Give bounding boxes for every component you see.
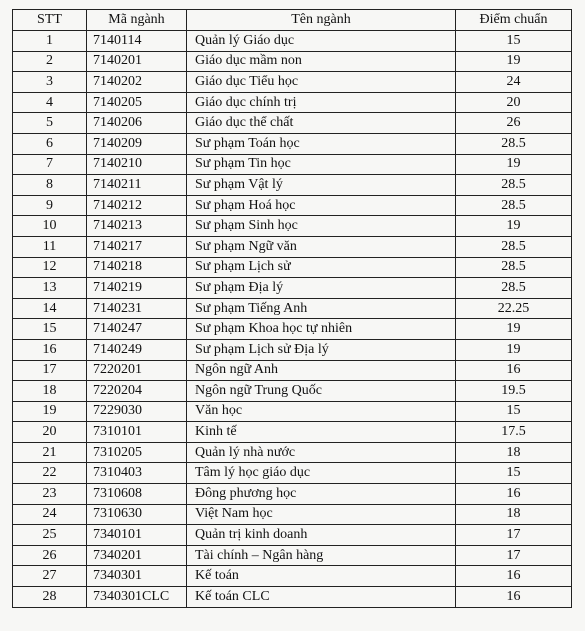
row-stt: 10 [13,216,87,237]
row-major-code: 7310608 [87,484,187,505]
table-row [13,401,572,422]
row-major-name: Sư phạm Vật lý [187,175,456,196]
row-stt: 28 [13,587,87,608]
table-row [13,360,572,381]
row-major-name: Quản lý nhà nước [187,442,456,463]
row-cutoff-score: 28.5 [456,175,572,196]
row-major-name: Văn học [187,401,456,422]
row-cutoff-score: 28.5 [456,236,572,257]
row-major-name: Sư phạm Ngữ văn [187,236,456,257]
row-major-name: Ngôn ngữ Anh [187,360,456,381]
table-row [13,31,572,52]
row-major-name: Sư phạm Lịch sử Địa lý [187,339,456,360]
row-stt: 11 [13,236,87,257]
row-cutoff-score: 16 [456,360,572,381]
table-row [13,278,572,299]
row-major-code: 7140114 [87,31,187,52]
row-major-code: 7229030 [87,401,187,422]
row-major-name: Tài chính – Ngân hàng [187,545,456,566]
table-row [13,113,572,134]
row-major-name: Giáo dục mầm non [187,51,456,72]
table-row [13,51,572,72]
row-cutoff-score: 28.5 [456,133,572,154]
row-major-code: 7140211 [87,175,187,196]
row-stt: 18 [13,381,87,402]
row-major-name: Giáo dục Tiểu học [187,72,456,93]
row-major-code: 7340301 [87,566,187,587]
row-cutoff-score: 26 [456,113,572,134]
row-stt: 9 [13,195,87,216]
row-major-name: Việt Nam học [187,504,456,525]
row-major-name: Đông phương học [187,484,456,505]
row-major-name: Ngôn ngữ Trung Quốc [187,381,456,402]
table-row [13,216,572,237]
table-row [13,236,572,257]
row-major-code: 7340201 [87,545,187,566]
row-stt: 24 [13,504,87,525]
row-major-name: Sư phạm Khoa học tự nhiên [187,319,456,340]
row-major-name: Tâm lý học giáo dục [187,463,456,484]
row-stt: 21 [13,442,87,463]
row-stt: 3 [13,72,87,93]
row-major-code: 7140206 [87,113,187,134]
row-major-name: Sư phạm Tin học [187,154,456,175]
row-major-code: 7140212 [87,195,187,216]
header-cutoff-score: Điểm chuẩn [456,10,572,31]
row-cutoff-score: 20 [456,92,572,113]
row-major-code: 7140201 [87,51,187,72]
row-stt: 1 [13,31,87,52]
row-stt: 8 [13,175,87,196]
row-cutoff-score: 17.5 [456,422,572,443]
row-major-code: 7140210 [87,154,187,175]
row-stt: 22 [13,463,87,484]
header-major-code: Mã ngành [87,10,187,31]
table-row [13,133,572,154]
admission-scores-sheet [12,9,571,608]
table-row [13,92,572,113]
row-major-code: 7310403 [87,463,187,484]
row-cutoff-score: 28.5 [456,278,572,299]
table-row [13,566,572,587]
table-row [13,525,572,546]
row-stt: 6 [13,133,87,154]
row-stt: 15 [13,319,87,340]
row-major-code: 7340101 [87,525,187,546]
row-stt: 23 [13,484,87,505]
table-header [13,10,572,31]
row-major-code: 7310630 [87,504,187,525]
admission-scores-table [12,9,572,608]
row-major-code: 7140247 [87,319,187,340]
row-cutoff-score: 19 [456,51,572,72]
table-row [13,154,572,175]
table-row [13,545,572,566]
row-stt: 17 [13,360,87,381]
table-row [13,195,572,216]
row-major-code: 7310101 [87,422,187,443]
row-major-code: 7140202 [87,72,187,93]
row-major-name: Kế toán [187,566,456,587]
row-major-name: Quản lý Giáo dục [187,31,456,52]
row-cutoff-score: 18 [456,442,572,463]
row-cutoff-score: 19 [456,216,572,237]
table-row [13,257,572,278]
row-stt: 2 [13,51,87,72]
row-cutoff-score: 16 [456,484,572,505]
row-major-code: 7140209 [87,133,187,154]
header-stt: STT [13,10,87,31]
row-major-name: Sư phạm Lịch sử [187,257,456,278]
row-major-name: Sư phạm Tiếng Anh [187,298,456,319]
table-body [13,31,572,608]
row-cutoff-score: 19 [456,154,572,175]
row-major-name: Sư phạm Sinh học [187,216,456,237]
row-major-code: 7140213 [87,216,187,237]
row-major-code: 7310205 [87,442,187,463]
table-row [13,463,572,484]
row-major-code: 7140249 [87,339,187,360]
row-cutoff-score: 19 [456,319,572,340]
row-stt: 20 [13,422,87,443]
row-cutoff-score: 17 [456,545,572,566]
row-cutoff-score: 24 [456,72,572,93]
table-row [13,484,572,505]
row-cutoff-score: 18 [456,504,572,525]
table-row [13,422,572,443]
row-major-code: 7220201 [87,360,187,381]
table-row [13,298,572,319]
header-row [13,10,572,31]
header-major-name: Tên ngành [187,10,456,31]
row-major-name: Giáo dục chính trị [187,92,456,113]
row-stt: 13 [13,278,87,299]
row-major-code: 7220204 [87,381,187,402]
row-major-name: Kế toán CLC [187,587,456,608]
row-stt: 7 [13,154,87,175]
table-row [13,319,572,340]
row-stt: 4 [13,92,87,113]
row-major-name: Sư phạm Toán học [187,133,456,154]
row-major-code: 7140205 [87,92,187,113]
row-cutoff-score: 15 [456,401,572,422]
table-row [13,339,572,360]
row-stt: 14 [13,298,87,319]
row-major-code: 7140218 [87,257,187,278]
row-cutoff-score: 15 [456,463,572,484]
row-major-name: Sư phạm Địa lý [187,278,456,299]
row-stt: 26 [13,545,87,566]
table-row [13,175,572,196]
row-major-name: Quản trị kinh doanh [187,525,456,546]
row-cutoff-score: 19.5 [456,381,572,402]
row-cutoff-score: 17 [456,525,572,546]
row-cutoff-score: 16 [456,587,572,608]
row-stt: 12 [13,257,87,278]
row-major-name: Sư phạm Hoá học [187,195,456,216]
row-stt: 27 [13,566,87,587]
row-cutoff-score: 28.5 [456,257,572,278]
row-major-name: Giáo dục thể chất [187,113,456,134]
row-stt: 25 [13,525,87,546]
row-stt: 19 [13,401,87,422]
table-row [13,381,572,402]
row-cutoff-score: 19 [456,339,572,360]
table-row [13,504,572,525]
table-row [13,442,572,463]
row-major-code: 7340301CLC [87,587,187,608]
row-cutoff-score: 15 [456,31,572,52]
row-stt: 16 [13,339,87,360]
row-cutoff-score: 16 [456,566,572,587]
row-major-name: Kinh tế [187,422,456,443]
row-major-code: 7140217 [87,236,187,257]
table-row [13,587,572,608]
row-stt: 5 [13,113,87,134]
row-major-code: 7140219 [87,278,187,299]
row-cutoff-score: 28.5 [456,195,572,216]
row-cutoff-score: 22.25 [456,298,572,319]
row-major-code: 7140231 [87,298,187,319]
table-row [13,72,572,93]
